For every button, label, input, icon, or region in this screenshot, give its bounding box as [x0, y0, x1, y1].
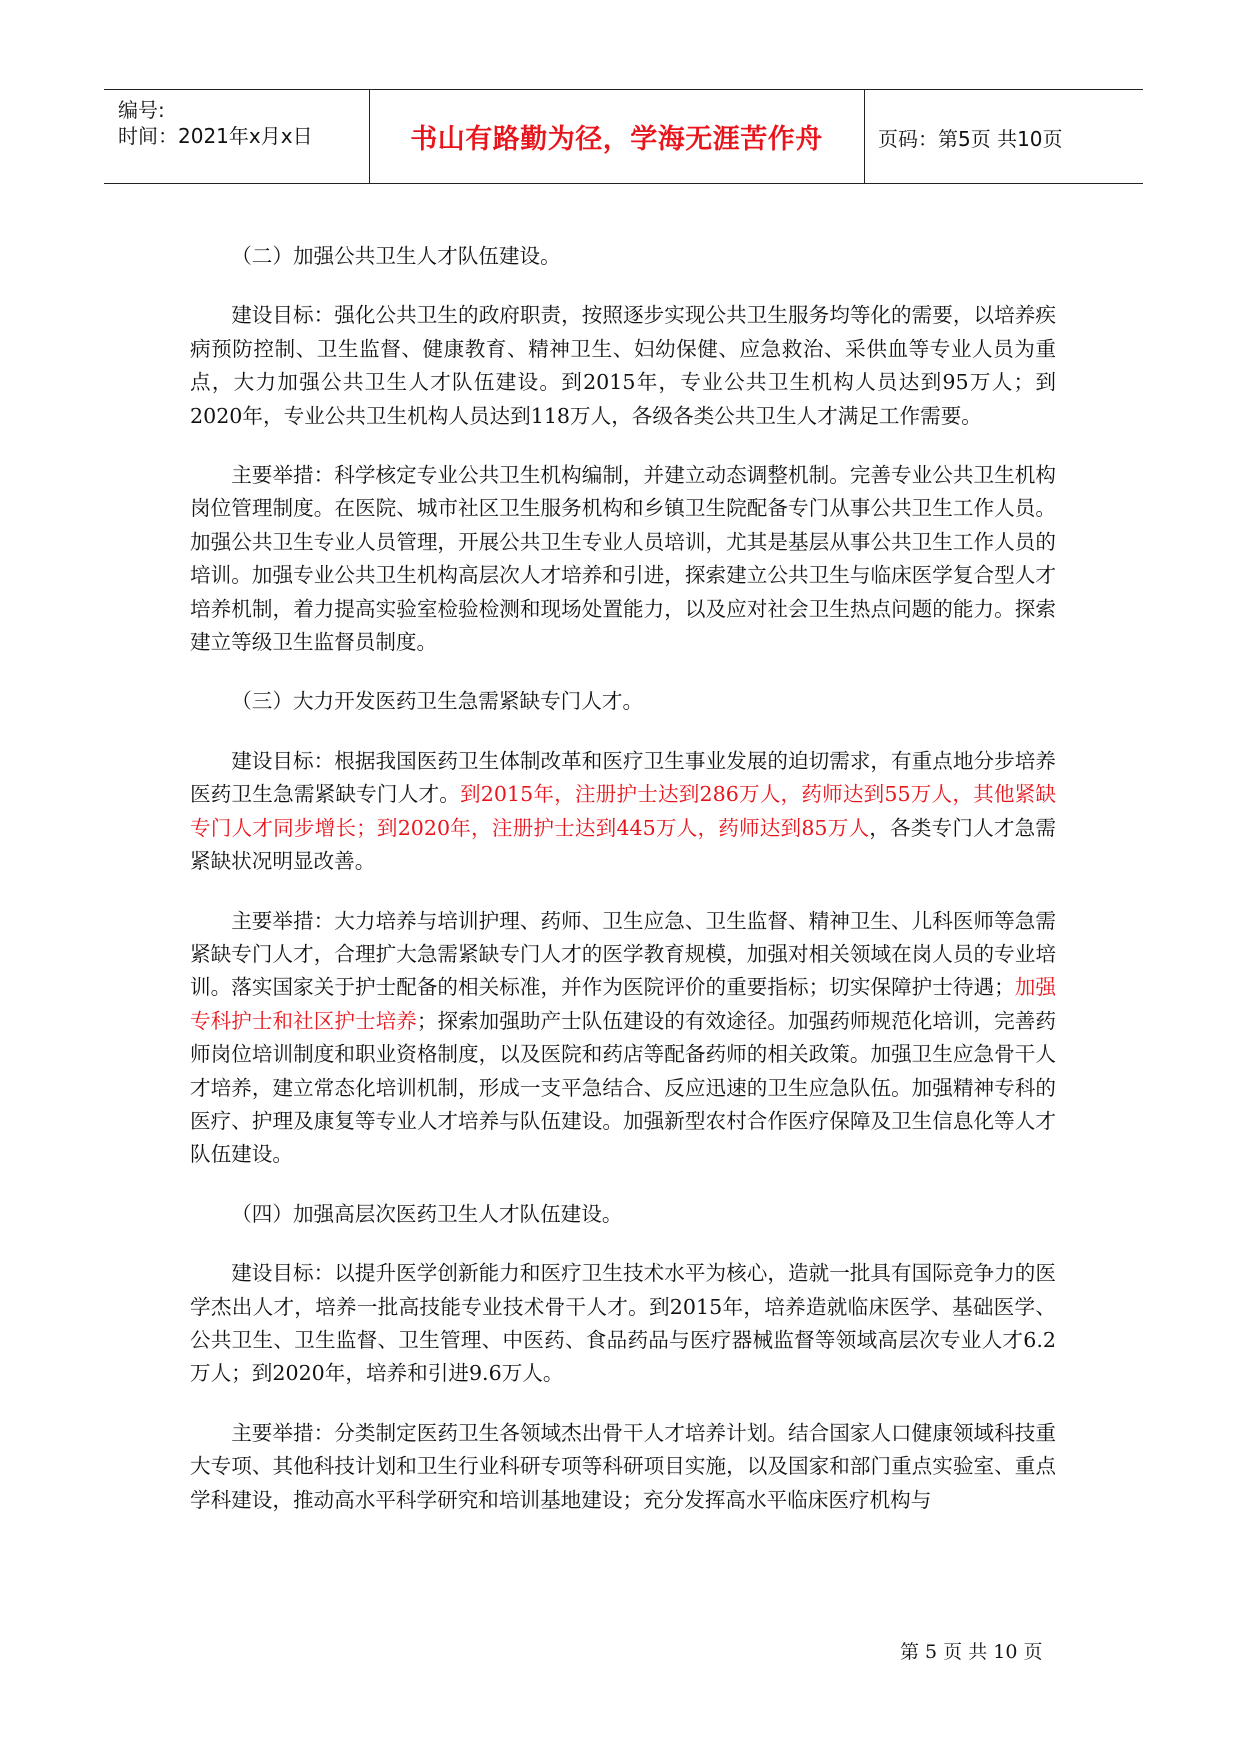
paragraph-text: 主要举措：分类制定医药卫生各领域杰出骨干人才培养计划。结合国家人口健康领域科技重大专项、其他科技计划和卫生行业科研专项等科研项目实施，以及国家和部门重点实验室、重点学科建设，推动高水平科学研究和培训基地建设；充分发挥高水平临床医疗机构与	[190, 1420, 1056, 1512]
paragraph-text: 主要举措：大力培养与培训护理、药师、卫生应急、卫生监督、精神卫生、儿科医师等急需紧缺专门人才，合理扩大急需紧缺专门人才的医学教育规模，加强对相关领域在岗人员的专业培训。落实国家关于护士配备的相关标准，并作为医院评价的重要指标；切实保障护士待遇；	[190, 908, 1056, 1000]
body-paragraph	[190, 1257, 1056, 1391]
body-paragraph	[190, 685, 1056, 718]
highlighted-text: 到2015年，注册护士达到286万人，药师达到55万人，其他紧缺专门人才同步增长；到2020年，注册护士达到445万人，药师达到85万人	[190, 782, 1057, 840]
document-header	[104, 89, 1143, 184]
paragraph-text: 建设目标：根据我国医药卫生体制改革和医疗卫生事业发展的迫切需求，有重点地分步培养医药卫生急需紧缺专门人才。	[190, 748, 1056, 807]
body-paragraph	[190, 745, 1056, 879]
paragraph-text: （三）大力开发医药卫生急需紧缺专门人才。	[231, 689, 644, 714]
paragraph-text: （四）加强高层次医药卫生人才队伍建设。	[231, 1201, 623, 1226]
body-paragraph	[190, 1198, 1056, 1231]
paragraph-text: ，各类专门人才急需紧缺状况明显改善。	[190, 815, 1057, 874]
header-page-number: 页码：第5页 共10页	[878, 127, 1063, 151]
body-paragraph	[190, 1417, 1056, 1517]
document-body	[190, 240, 1056, 1543]
header-motto: 书山有路勤为径，学海无涯苦作舟	[410, 124, 823, 155]
body-paragraph	[190, 240, 1056, 273]
header-motto-cell	[369, 90, 865, 183]
highlighted-text: 加强专科护士和社区护士培养	[190, 975, 1057, 1033]
document-time-label: 时间：2021年x月x日	[118, 124, 313, 148]
paragraph-text: ；探索加强助产士队伍建设的有效途径。加强药师规范化培训，完善药师岗位培训制度和职业资格制度，以及医院和药店等配备药师的相关政策。加强卫生应急骨干人才培养，建立常态化培训机制，形成一支平急结合、反应迅速的卫生应急队伍。加强精神专科的医疗、护理及康复等专业人才培养与队伍建设。加强新型农村合作医疗保障及卫生信息化等人才队伍建设。	[190, 1008, 1057, 1167]
header-info-cell	[104, 90, 370, 183]
paragraph-text: 主要举措：科学核定专业公共卫生机构编制，并建立动态调整机制。完善专业公共卫生机构岗位管理制度。在医院、城市社区卫生服务机构和乡镇卫生院配备专门从事公共卫生工作人员。加强公共卫生专业人员管理，开展公共卫生专业人员培训，尤其是基层从事公共卫生工作人员的培训。加强专业公共卫生机构高层次人才培养和引进，探索建立公共卫生与临床医学复合型人才培养机制，着力提高实验室检验检测和现场处置能力，以及应对社会卫生热点问题的能力。探索建立等级卫生监督员制度。	[190, 463, 1056, 655]
paragraph-text: （二）加强公共卫生人才队伍建设。	[231, 244, 561, 268]
paragraph-text: 建设目标：强化公共卫生的政府职责，按照逐步实现公共卫生服务均等化的需要，以培养疾病预防控制、卫生监督、健康教育、精神卫生、妇幼保健、应急救治、采供血等专业人员为重点，大力加强公共卫生人才队伍建设。到2015年，专业公共卫生机构人员达到95万人；到2020年，专业公共卫生机构人员达到118万人，各级各类公共卫生人才满足工作需要。	[190, 303, 1056, 428]
footer-page-number: 第 5 页 共 10 页	[900, 1641, 1043, 1663]
body-paragraph	[190, 459, 1056, 659]
paragraph-text: 建设目标：以提升医学创新能力和医疗卫生技术水平为核心，造就一批具有国际竞争力的医学杰出人才，培养一批高技能专业技术骨干人才。到2015年，培养造就临床医学、基础医学、公共卫生、卫生监督、卫生管理、中医药、食品药品与医疗器械监督等领域高层次专业人才6.2万人；到2020年，培养和引进9.6万人。	[190, 1261, 1056, 1386]
body-paragraph	[190, 299, 1056, 433]
header-page-cell	[864, 90, 1143, 183]
document-number-label: 编号:	[118, 98, 165, 122]
body-paragraph	[190, 905, 1056, 1172]
